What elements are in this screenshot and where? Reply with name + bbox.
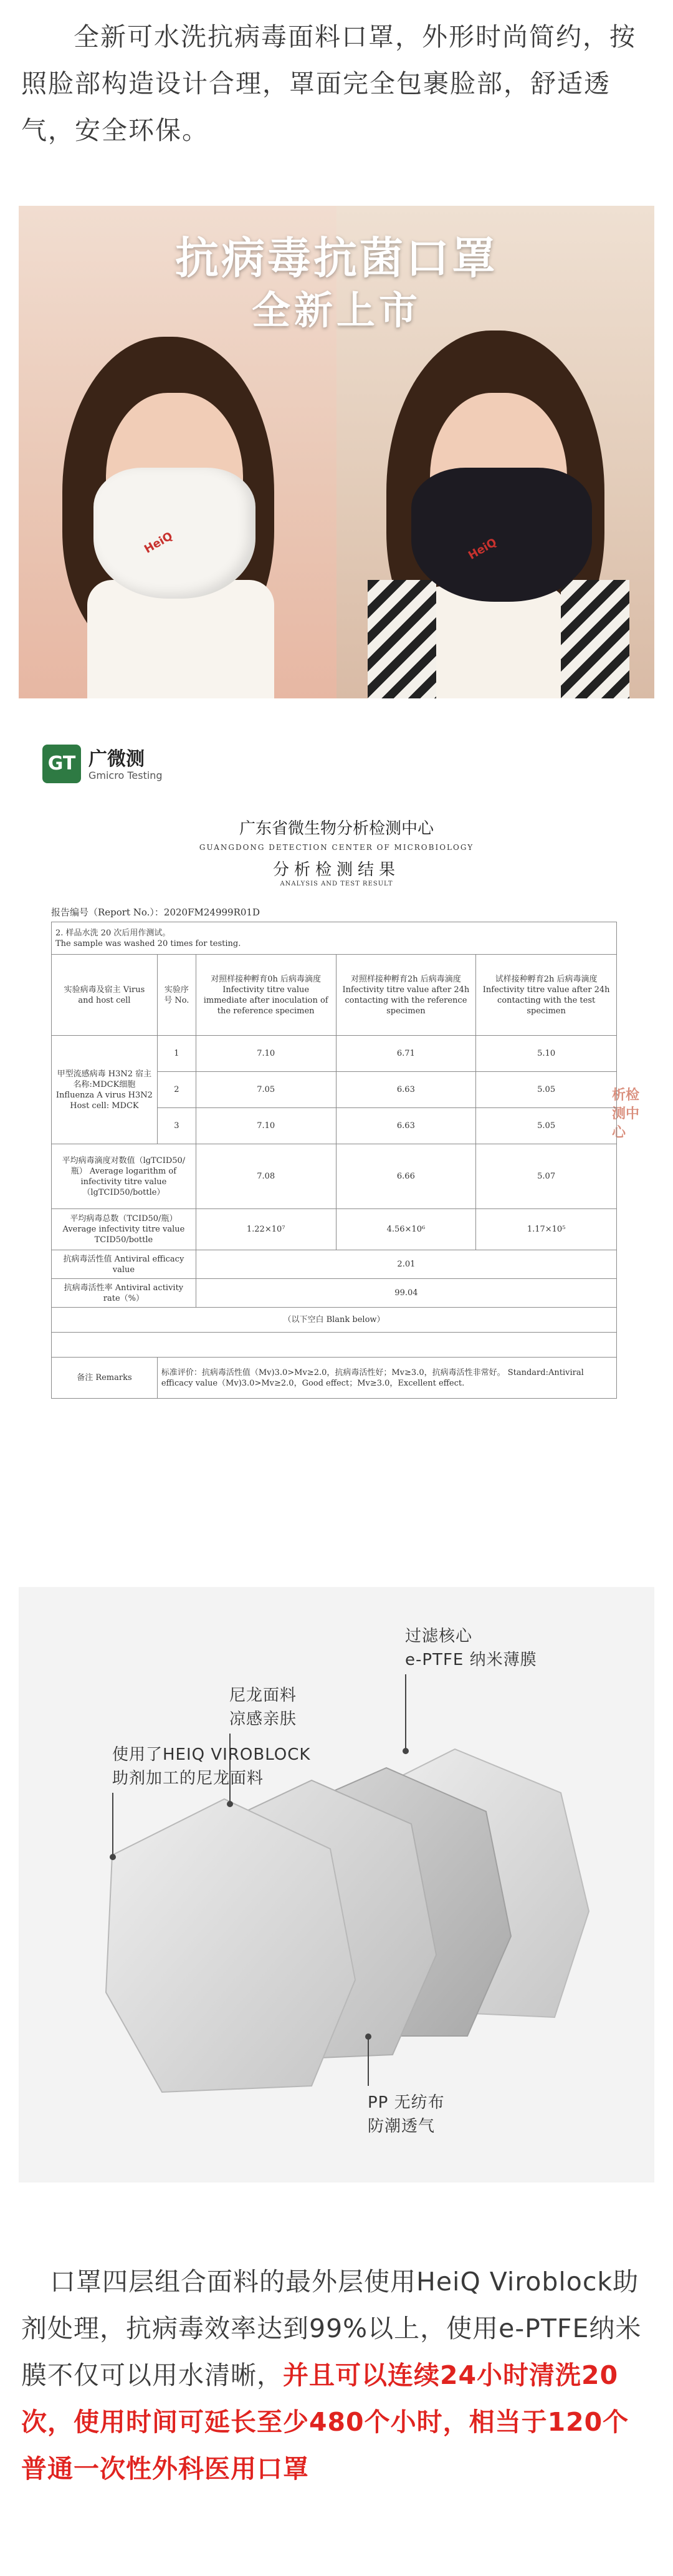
table-row: 平均病毒总数（TCID50/瓶） Average infectivity titre value TCID50/bottle 1.22×10⁷ 4.56×10⁶ 1.17×10⁵ [52, 1209, 617, 1250]
scarf-left [368, 580, 436, 698]
label-heiq: 使用了HEIQ VIROBLOCK [112, 1745, 311, 1764]
efficacy-value: 2.01 [196, 1250, 616, 1279]
intro-paragraph [21, 14, 652, 154]
rate-value: 99.04 [196, 1279, 616, 1308]
header-virus: 实验病毒及宿主 Virus and host cell [52, 955, 158, 1036]
table-row: 3 7.10 6.63 5.05 [52, 1108, 617, 1144]
table-row [52, 1250, 617, 1279]
brand-name-en: Gmicro Testing [88, 769, 163, 781]
model-right-sweater [418, 586, 567, 698]
report-title-en: ANALYSIS AND TEST RESULT [280, 880, 393, 887]
header-24h-reference: 对照样接种孵育2h 后病毒滴度 Infectivity titre value after 24h contacting with the reference specimen [336, 955, 476, 1036]
outro-text: 口罩四层组合面料的最外层使用HeiQ Viroblock助剂处理，抗病毒效率达到99%以上，使用e-PTFE纳米膜不仅可以用水清晰， [21, 2267, 642, 2390]
table-row [52, 1333, 617, 1358]
avg-log-label: 平均病毒滴度对数值（lgTCID50/瓶） Average logarithm of infectivity titre value （lgTCID50/bottle） [52, 1144, 196, 1209]
note-cn: 2. 样品水洗 20 次后用作测试。 [55, 928, 171, 938]
org-title: 广东省微生物分析检测中心 [239, 819, 434, 838]
header-24h-test: 试样接种孵育2h 后病毒滴度 Infectivity titre value after 24h contacting with the test specimen [476, 955, 617, 1036]
mask-layers-illustration [19, 1587, 654, 2183]
table-row [52, 922, 617, 955]
table-row: 2 7.05 6.63 5.05 [52, 1072, 617, 1108]
virus-info: 甲型流感病毒 H3N2 宿主名称:MDCK细胞 Influenza A virus H3N2 Host cell: MDCK [52, 1036, 158, 1144]
stamp-fragment: 析检测中心 [612, 1088, 640, 1141]
note-en: The sample was washed 20 times for testing. [55, 938, 241, 948]
outro-paragraph [21, 2259, 652, 2492]
avg-titre-label: 平均病毒总数（TCID50/瓶） Average infectivity titre value TCID50/bottle [52, 1209, 196, 1250]
layer-nylon-inner [106, 1799, 355, 2092]
blank-below: （以下空白 Blank below） [52, 1308, 617, 1333]
remarks-label: 备注 Remarks [52, 1358, 158, 1399]
label-pp: PP 无纺布 [368, 2093, 445, 2112]
rate-label: 抗病毒活性率 Antiviral activity rate（%） [52, 1279, 196, 1308]
photo-headline: 抗病毒抗菌口罩 [175, 233, 498, 284]
gmicro-logo: GT [42, 745, 81, 783]
label-nylon: 尼龙面料 [229, 1686, 297, 1705]
photo-subheadline: 全新上市 [251, 287, 421, 333]
results-table [51, 922, 617, 1399]
white-mask [93, 468, 255, 599]
mask-logo-white: HeiQ [142, 529, 175, 556]
mask-layers-diagram [19, 1587, 654, 2183]
org-title-en: GUANGDONG DETECTION CENTER OF MICROBIOLOGY [199, 843, 474, 852]
header-0h: 对照样接种孵育0h 后病毒滴度 Infectivity titre value immediate after inoculation of the reference specimen [196, 955, 336, 1036]
table-row [52, 1279, 617, 1308]
brand-name: 广微测 [88, 748, 145, 770]
mask-logo-black: HeiQ [466, 536, 499, 562]
efficacy-label: 抗病毒活性值 Antiviral efficacy value [52, 1250, 196, 1279]
label-heiq-nylon: 助剂加工的尼龙面料 [112, 1769, 264, 1788]
label-filter-core: 过滤核心 [405, 1627, 473, 1646]
table-row [52, 1358, 617, 1399]
report-title: 分析检测结果 [272, 861, 400, 879]
table-row: 平均病毒滴度对数值（lgTCID50/瓶） Average logarithm of infectivity titre value （lgTCID50/bottle） 7.08 6.66 5.07 [52, 1144, 617, 1209]
label-cool: 凉感亲肤 [229, 1710, 297, 1729]
report-number: 报告编号（Report No.）：2020FM24999R01D [51, 907, 260, 918]
label-eptfe: e-PTFE 纳米薄膜 [405, 1651, 537, 1669]
scarf-right [561, 580, 629, 698]
table-header-row [52, 955, 617, 1036]
label-moisture: 防潮透气 [368, 2117, 436, 2136]
intro-text: 全新可水洗抗病毒面料口罩，外形时尚简约，按照脸部构造设计合理，罩面完全包裹脸部，舒适透气，安全环保。 [21, 22, 636, 145]
outro-highlight: 并且可以连续24小时清洗20次，使用时间可延长至少480个小时，相当于120个普通一次性外科医用口罩 [21, 2360, 629, 2484]
table-row: 甲型流感病毒 H3N2 宿主名称:MDCK细胞 Influenza A virus H3N2 Host cell: MDCK 1 7.10 6.71 5.10 [52, 1036, 617, 1072]
black-mask [411, 468, 592, 602]
product-photo [19, 206, 654, 698]
remarks-text: 标准评价：抗病毒活性值（Mv)3.0>Mv≥2.0，抗病毒活性好；Mv≥3.0，抗病毒活性非常好。 Standard:Antiviral efficacy value（Mv)3.0>Mv≥2.0，Good effect；Mv≥3.0，Excellent effect. [157, 1358, 616, 1399]
test-report [19, 725, 654, 1570]
table-row [52, 1308, 617, 1333]
header-no: 实验序号 No. [157, 955, 196, 1036]
